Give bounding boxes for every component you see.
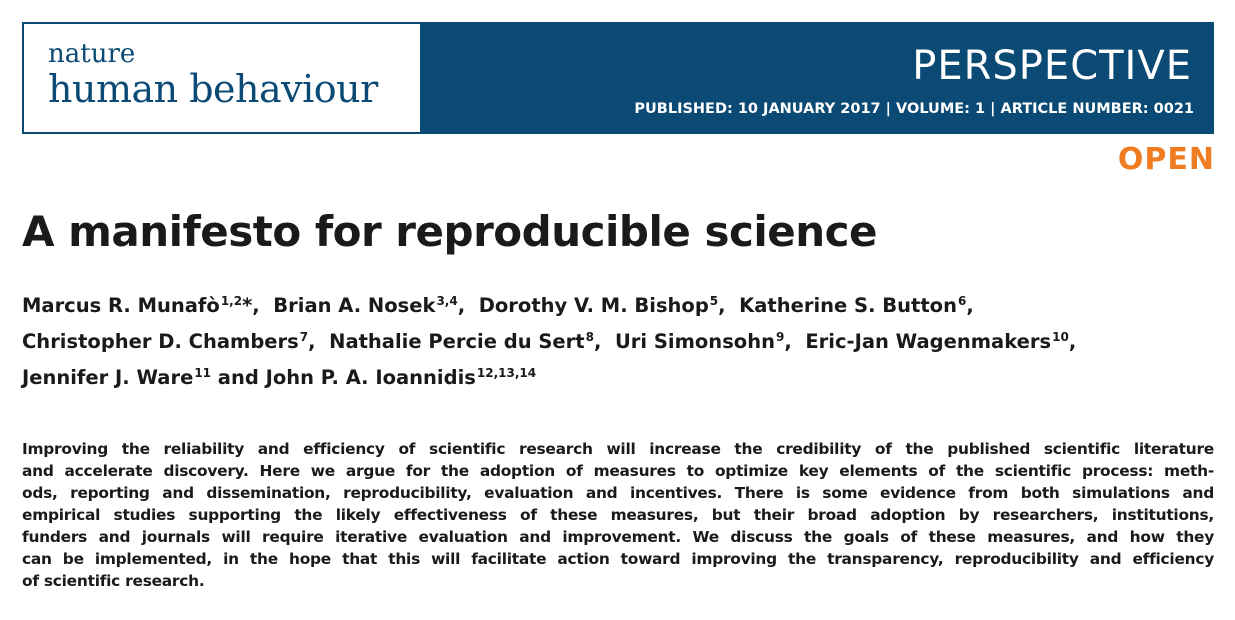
- author-name[interactable]: Nathalie Percie du Sert: [329, 330, 585, 353]
- abstract-line: ods, reporting and dissemination, reproducibility, evaluation and incentives. There is some evidence from both simulations and: [22, 484, 1214, 502]
- journal-header-band: [22, 22, 1214, 134]
- author-list: [22, 288, 1212, 396]
- author-separator: and: [211, 366, 266, 389]
- abstract-line: of scientific research.: [22, 572, 205, 590]
- author-separator: ,: [593, 330, 609, 353]
- author-affiliation: 9: [775, 329, 785, 344]
- article-title: A manifesto for reproducible science: [22, 207, 878, 256]
- author-separator: ,: [966, 294, 974, 317]
- abstract-line: funders and journals will require iterative evaluation and improvement. We discuss the goals of these measures, and how they: [22, 528, 1214, 546]
- author-name[interactable]: Dorothy V. M. Bishop: [478, 294, 709, 317]
- author-separator: ,: [308, 330, 323, 353]
- author-name[interactable]: Jennifer J. Ware: [22, 366, 194, 389]
- author-affiliation: 10: [1052, 329, 1069, 344]
- author-name[interactable]: Brian A. Nosek: [273, 294, 436, 317]
- author-affiliation: 6: [957, 293, 967, 308]
- author-name[interactable]: Katherine S. Button: [739, 294, 957, 317]
- journal-logo[interactable]: [24, 24, 420, 132]
- author-separator: ,: [457, 294, 472, 317]
- article-abstract: [22, 438, 1214, 592]
- author-affiliation: 1,2: [220, 293, 243, 308]
- author-line: [22, 324, 1212, 360]
- journal-logo-nature: nature: [48, 39, 136, 69]
- author-name[interactable]: Christopher D. Chambers: [22, 330, 299, 353]
- author-separator: ,: [718, 294, 733, 317]
- article-type-label: PERSPECTIVE: [912, 43, 1192, 89]
- author-separator: ,: [784, 330, 799, 353]
- author-affiliation: 5: [709, 293, 719, 308]
- author-name[interactable]: Eric-Jan Wagenmakers: [805, 330, 1052, 353]
- author-separator: *,: [242, 294, 267, 317]
- abstract-line: empirical studies supporting the likely effectiveness of these measures, but their broad adoption by researchers, institutions,: [22, 506, 1214, 524]
- abstract-line: and accelerate discovery. Here we argue for the adoption of measures to optimize key elements of the scientific process: meth-: [22, 462, 1214, 480]
- author-affiliation: 8: [585, 329, 594, 344]
- author-affiliation: 3,4: [436, 293, 458, 308]
- abstract-line: can be implemented, in the hope that this will facilitate action toward improving the transparency, reproducibility and efficiency: [22, 550, 1214, 568]
- author-affiliation: 12,13,14: [476, 365, 537, 380]
- author-name[interactable]: Uri Simonsohn: [614, 330, 775, 353]
- author-line: [22, 288, 1212, 324]
- author-name[interactable]: John P. A. Ioannidis: [265, 366, 476, 389]
- author-name[interactable]: Marcus R. Munafò: [22, 294, 220, 317]
- author-affiliation: 7: [299, 329, 309, 344]
- author-separator: ,: [1068, 330, 1077, 353]
- open-access-badge: OPEN: [1117, 142, 1215, 177]
- author-line: [22, 360, 1212, 396]
- author-affiliation: 11: [194, 365, 212, 380]
- abstract-line: Improving the reliability and efficiency of scientific research will increase the credibility of the published scientific literature: [22, 440, 1214, 458]
- journal-logo-title: human behaviour: [48, 67, 378, 111]
- publication-info: PUBLISHED: 10 JANUARY 2017 | VOLUME: 1 | ARTICLE NUMBER: 0021: [634, 101, 1194, 117]
